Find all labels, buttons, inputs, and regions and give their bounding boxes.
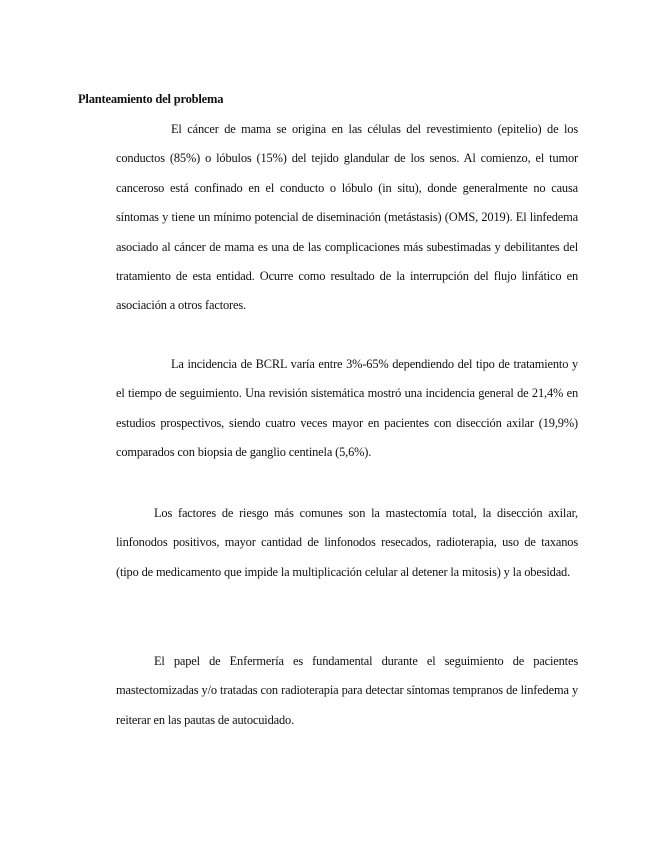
section-heading: Planteamiento del problema [78, 92, 224, 106]
paragraph-papel-enfermeria: El papel de Enfermería es fundamental durante el seguimiento de pacientes mastectomizadas y/o tratadas con radioterapia para detectar síntomas tempranos de linfedema y reiterar en las pautas de autocuidado. [116, 654, 578, 727]
paragraph-factores-riesgo: Los factores de riesgo más comunes son la mastectomía total, la disección axilar, linfonodos positivos, mayor cantidad de linfonodos resecados, radioterapia, uso de taxanos (tipo de medicamento que impide la multiplicación celular al detener la mitosis) y la obesidad. [116, 506, 578, 579]
paragraph-cancer-de-mama: El cáncer de mama se origina en las células del revestimiento (epitelio) de los conductos (85%) o lóbulos (15%) del tejido glandular de los senos. Al comienzo, el tumor canceroso está confinado en el conducto o lóbulo (in situ), donde generalmente no causa síntomas y tiene un mínimo potencial de diseminación (metástasis) (OMS, 2019). El linfedema asociado al cáncer de mama es una de las complicaciones más subestimadas y debilitantes del tratamiento de esta entidad. Ocurre como resultado de la interrupción del flujo linfático en asociación a otros factores. [116, 122, 578, 313]
paragraph-incidencia-bcrl: La incidencia de BCRL varía entre 3%-65% dependiendo del tipo de tratamiento y el tiempo de seguimiento. Una revisión sistemática mostró una incidencia general de 21,4% en estudios prospectivos, siendo cuatro veces mayor en pacientes con disección axilar (19,9%) comparados con biopsia de ganglio centinela (5,6%). [116, 357, 578, 460]
